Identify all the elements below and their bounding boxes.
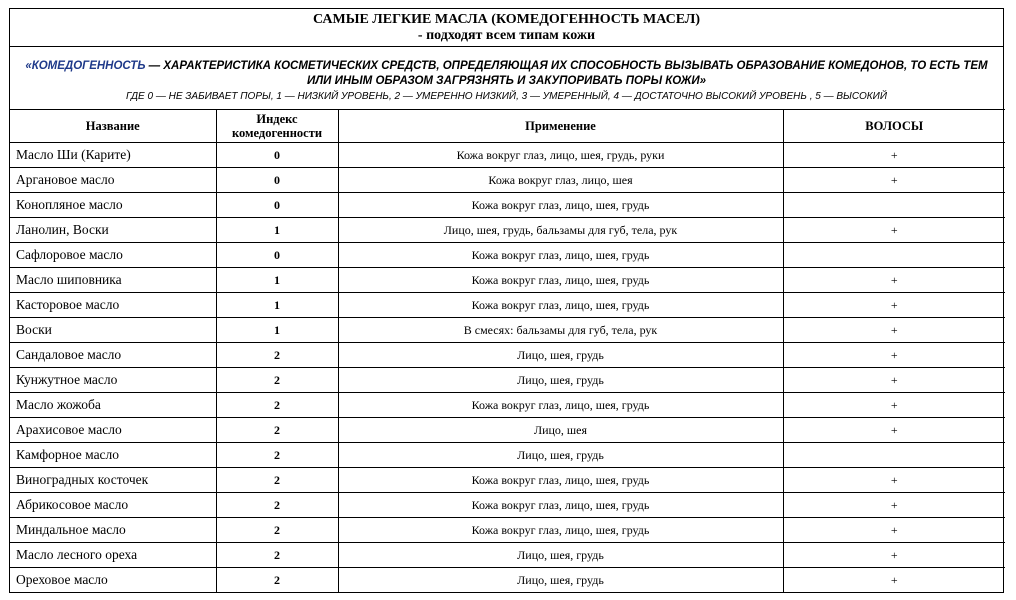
cell-hair: + — [783, 568, 1005, 593]
cell-index: 2 — [216, 343, 338, 368]
cell-hair — [783, 443, 1005, 468]
header-name: Название — [10, 110, 216, 143]
cell-use: Лицо, шея, грудь — [338, 443, 783, 468]
cell-name: Масло шиповника — [10, 268, 216, 293]
cell-name: Сандаловое масло — [10, 343, 216, 368]
definition-block — [10, 47, 1003, 109]
table-row — [10, 293, 1005, 318]
cell-hair: + — [783, 468, 1005, 493]
cell-use: Лицо, шея, грудь — [338, 368, 783, 393]
cell-hair — [783, 193, 1005, 218]
table-row — [10, 193, 1005, 218]
cell-hair: + — [783, 318, 1005, 343]
header-hair: ВОЛОСЫ — [783, 110, 1005, 143]
cell-hair: + — [783, 518, 1005, 543]
cell-index: 2 — [216, 443, 338, 468]
cell-use: Лицо, шея — [338, 418, 783, 443]
header-index-line1: Индекс — [256, 112, 298, 126]
cell-name: Конопляное масло — [10, 193, 216, 218]
cell-name: Масло Ши (Карите) — [10, 143, 216, 168]
cell-use: Лицо, шея, грудь — [338, 568, 783, 593]
cell-use: Кожа вокруг глаз, лицо, шея, грудь — [338, 468, 783, 493]
table-row — [10, 243, 1005, 268]
header-index-line2: комедогенности — [231, 126, 323, 140]
cell-name: Сафлоровое масло — [10, 243, 216, 268]
cell-name: Кунжутное масло — [10, 368, 216, 393]
cell-hair: + — [783, 368, 1005, 393]
cell-hair: + — [783, 168, 1005, 193]
table-row — [10, 418, 1005, 443]
cell-use: В смесях: бальзамы для губ, тела, рук — [338, 318, 783, 343]
table-row — [10, 393, 1005, 418]
table-row — [10, 518, 1005, 543]
definition-body: — ХАРАКТЕРИСТИКА КОСМЕТИЧЕСКИХ СРЕДСТВ, ОПРЕДЕЛЯЮЩАЯ ИХ СПОСОБНОСТЬ ВЫЗЫВАТЬ ОБРАЗОВАНИЕ КОМЕДОНОВ, ТО ЕСТЬ ТЕМ ИЛИ ИНЫМ ОБРАЗОМ ЗАГРЯЗНЯТЬ И ЗАКУПОРИВАТЬ ПОРЫ КОЖИ» — [145, 60, 988, 87]
cell-use: Кожа вокруг глаз, лицо, шея, грудь — [338, 293, 783, 318]
table-header-row — [10, 110, 1005, 143]
cell-hair: + — [783, 418, 1005, 443]
cell-name: Аргановое масло — [10, 168, 216, 193]
cell-use: Кожа вокруг глаз, лицо, шея, грудь — [338, 243, 783, 268]
cell-name: Масло лесного ореха — [10, 543, 216, 568]
table-row — [10, 493, 1005, 518]
cell-hair: + — [783, 268, 1005, 293]
cell-index: 2 — [216, 393, 338, 418]
table-body — [10, 143, 1005, 593]
cell-index: 0 — [216, 143, 338, 168]
header-index — [216, 110, 338, 143]
cell-name: Ланолин, Воски — [10, 218, 216, 243]
oils-table — [10, 109, 1005, 592]
table-row — [10, 443, 1005, 468]
cell-index: 2 — [216, 493, 338, 518]
cell-index: 2 — [216, 368, 338, 393]
table-row — [10, 568, 1005, 593]
oil-comedogenicity-sheet — [9, 8, 1004, 593]
cell-name: Арахисовое масло — [10, 418, 216, 443]
table-row — [10, 168, 1005, 193]
cell-name: Миндальное масло — [10, 518, 216, 543]
table-row — [10, 543, 1005, 568]
cell-index: 0 — [216, 193, 338, 218]
definition-text — [10, 59, 1003, 89]
cell-hair: + — [783, 493, 1005, 518]
cell-index: 2 — [216, 418, 338, 443]
cell-name: Масло жожоба — [10, 393, 216, 418]
cell-use: Лицо, шея, грудь — [338, 343, 783, 368]
cell-index: 2 — [216, 518, 338, 543]
cell-hair: + — [783, 543, 1005, 568]
page-subtitle: - подходят всем типам кожи — [417, 28, 596, 43]
cell-name: Виноградных косточек — [10, 468, 216, 493]
cell-hair: + — [783, 218, 1005, 243]
cell-index: 2 — [216, 568, 338, 593]
cell-hair: + — [783, 293, 1005, 318]
table-row — [10, 468, 1005, 493]
cell-index: 2 — [216, 468, 338, 493]
cell-use: Кожа вокруг глаз, лицо, шея, грудь — [338, 393, 783, 418]
cell-use: Кожа вокруг глаз, лицо, шея — [338, 168, 783, 193]
table-row — [10, 143, 1005, 168]
cell-index: 0 — [216, 168, 338, 193]
definition-scale: ГДЕ 0 — НЕ ЗАБИВАЕТ ПОРЫ, 1 — НИЗКИЙ УРОВЕНЬ, 2 — УМЕРЕННО НИЗКИЙ, 3 — УМЕРЕННЫЙ, 4 — ДОСТАТОЧНО ВЫСОКИЙ УРОВЕНЬ , 5 — ВЫСОКИЙ — [126, 91, 887, 102]
cell-name: Касторовое масло — [10, 293, 216, 318]
cell-name: Камфорное масло — [10, 443, 216, 468]
cell-index: 2 — [216, 543, 338, 568]
cell-use: Кожа вокруг глаз, лицо, шея, грудь — [338, 268, 783, 293]
table-row — [10, 268, 1005, 293]
definition-term: «КОМЕДОГЕННОСТЬ — [25, 60, 146, 72]
cell-index: 1 — [216, 318, 338, 343]
cell-hair: + — [783, 393, 1005, 418]
table-row — [10, 218, 1005, 243]
cell-name: Абрикосовое масло — [10, 493, 216, 518]
table-row — [10, 343, 1005, 368]
cell-index: 1 — [216, 268, 338, 293]
cell-hair: + — [783, 343, 1005, 368]
cell-use: Кожа вокруг глаз, лицо, шея, грудь — [338, 493, 783, 518]
cell-name: Воски — [10, 318, 216, 343]
title-block — [10, 9, 1003, 47]
cell-hair: + — [783, 143, 1005, 168]
cell-name: Ореховое масло — [10, 568, 216, 593]
cell-use: Кожа вокруг глаз, лицо, шея, грудь — [338, 193, 783, 218]
table-row — [10, 368, 1005, 393]
cell-use: Кожа вокруг глаз, лицо, шея, грудь — [338, 518, 783, 543]
cell-use: Лицо, шея, грудь — [338, 543, 783, 568]
cell-use: Лицо, шея, грудь, бальзамы для губ, тела, рук — [338, 218, 783, 243]
table-row — [10, 318, 1005, 343]
page-title: САМЫЕ ЛЕГКИЕ МАСЛА (КОМЕДОГЕННОСТЬ МАСЕЛ) — [312, 12, 700, 27]
cell-index: 1 — [216, 293, 338, 318]
header-use: Применение — [338, 110, 783, 143]
cell-hair — [783, 243, 1005, 268]
cell-index: 1 — [216, 218, 338, 243]
cell-use: Кожа вокруг глаз, лицо, шея, грудь, руки — [338, 143, 783, 168]
cell-index: 0 — [216, 243, 338, 268]
